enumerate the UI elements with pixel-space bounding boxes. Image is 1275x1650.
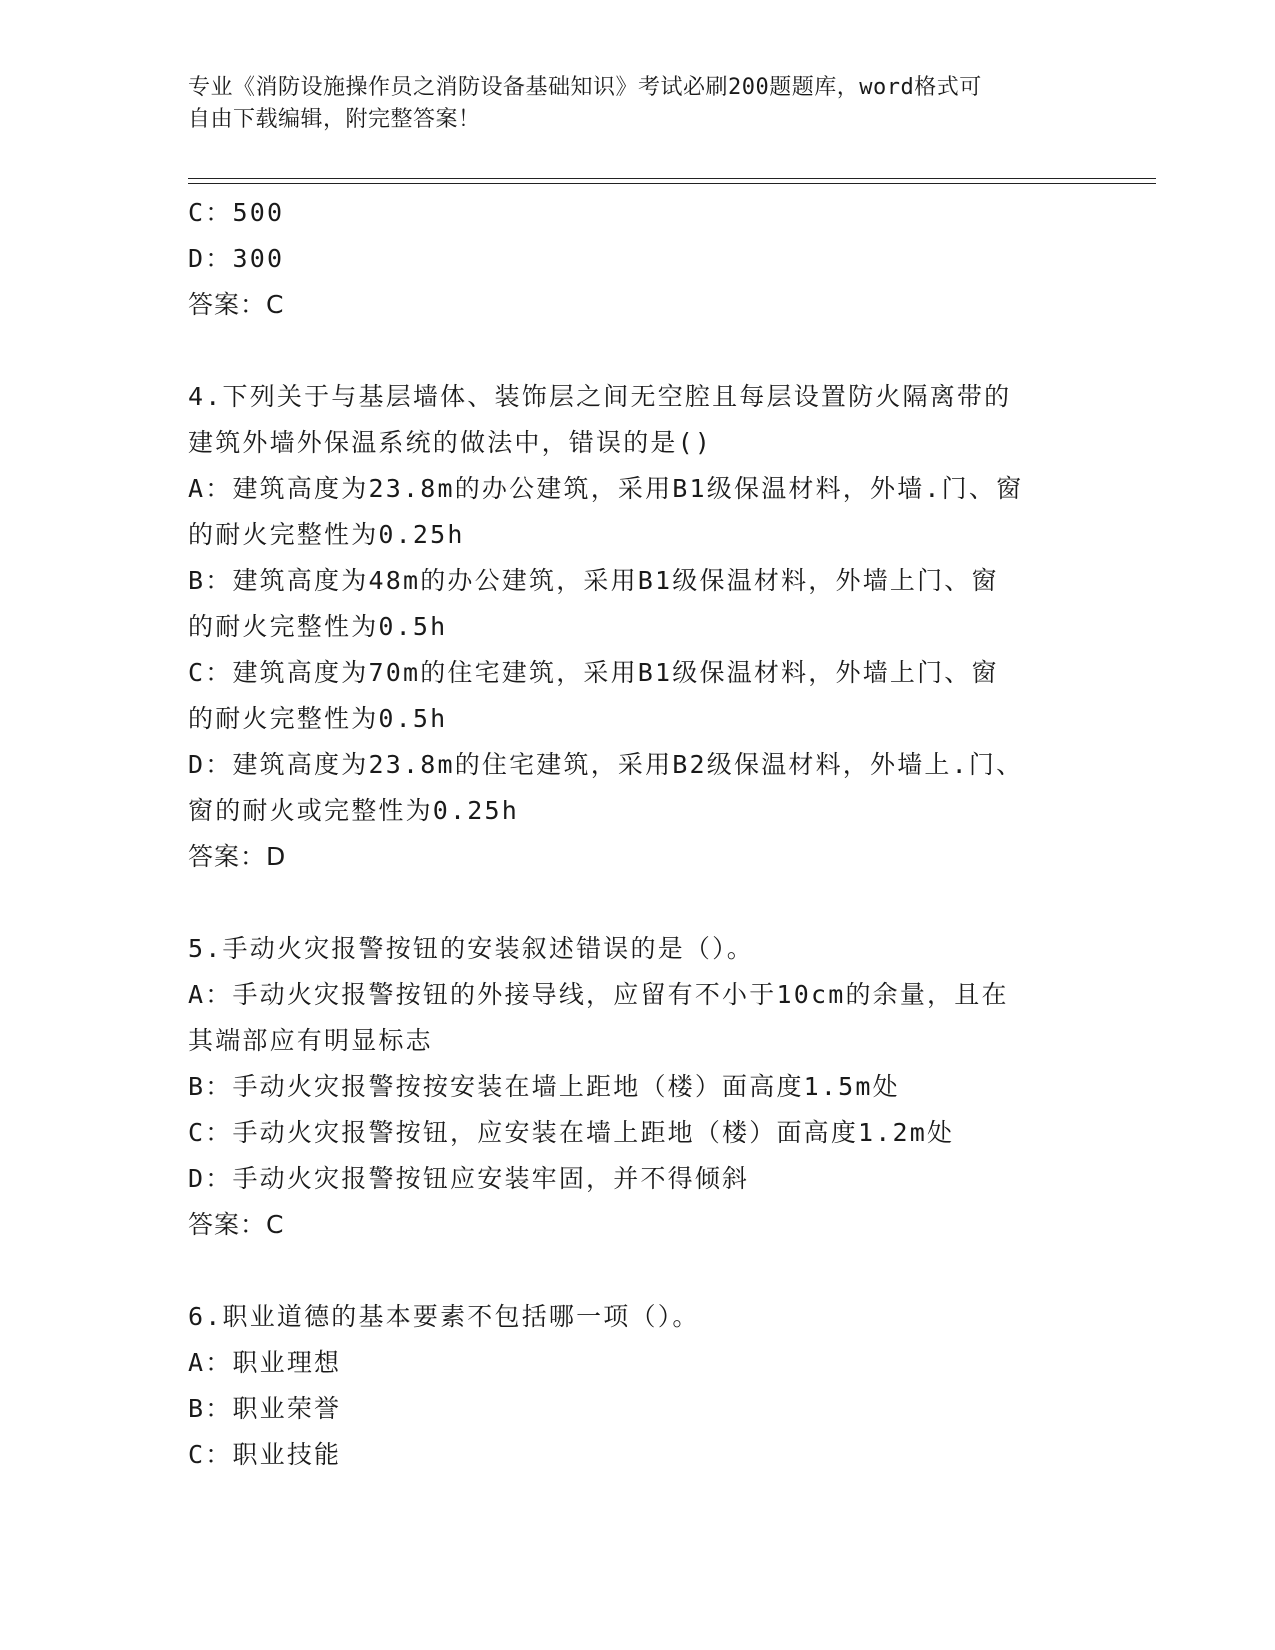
question-4 [188, 374, 1088, 880]
option-d: D：300 [188, 244, 285, 273]
document-header [188, 72, 1088, 136]
option-a: A：职业理想 [188, 1348, 342, 1377]
option-d-line-1: D：建筑高度为23.8m的住宅建筑，采用B2级保温材料，外墙上.门、 [188, 750, 1024, 779]
option-b-line-2: 的耐火完整性为0.5h [188, 612, 448, 641]
option-d-line-2: 窗的耐火或完整性为0.25h [188, 796, 520, 825]
option-c: C：职业技能 [188, 1440, 342, 1469]
header-divider-top [188, 178, 1156, 179]
spacer [188, 880, 1088, 926]
answer-line: 答案：C [188, 290, 285, 319]
question-6 [188, 1294, 1088, 1478]
question-3-tail [188, 190, 1088, 328]
option-a-line-1: A：手动火灾报警按钮的外接导线，应留有不小于10cm的余量，且在 [188, 980, 1009, 1009]
spacer [188, 328, 1088, 374]
question-stem-line-2: 建筑外墙外保温系统的做法中，错误的是() [188, 428, 713, 457]
option-b: B：手动火灾报警按按安装在墙上距地（楼）面高度1.5m处 [188, 1072, 900, 1101]
option-c: C：手动火灾报警按钮，应安装在墙上距地（楼）面高度1.2m处 [188, 1118, 955, 1147]
answer-line: 答案：C [188, 1210, 285, 1239]
option-a-line-1: A：建筑高度为23.8m的办公建筑，采用B1级保温材料，外墙.门、窗 [188, 474, 1024, 503]
question-stem-line-1: 4.下列关于与基层墙体、装饰层之间无空腔且每层设置防火隔离带的 [188, 382, 1012, 411]
answer-line: 答案：D [188, 842, 287, 871]
option-b: B：职业荣誉 [188, 1394, 342, 1423]
header-divider-bottom [188, 183, 1156, 184]
option-c-line-1: C：建筑高度为70m的住宅建筑，采用B1级保温材料，外墙上门、窗 [188, 658, 999, 687]
option-d: D：手动火灾报警按钮应安装牢固，并不得倾斜 [188, 1164, 750, 1193]
question-stem: 6.职业道德的基本要素不包括哪一项（）。 [188, 1302, 700, 1331]
header-title-line-1: 专业《消防设施操作员之消防设备基础知识》考试必刷200题题库，word格式可 [188, 75, 982, 100]
header-title-line-2: 自由下载编辑，附完整答案！ [188, 107, 481, 132]
option-c-line-2: 的耐火完整性为0.5h [188, 704, 448, 733]
option-b-line-1: B：建筑高度为48m的办公建筑，采用B1级保温材料，外墙上门、窗 [188, 566, 999, 595]
option-a-line-2: 的耐火完整性为0.25h [188, 520, 465, 549]
document-body [188, 190, 1088, 1478]
question-5 [188, 926, 1088, 1248]
option-c: C：500 [188, 198, 285, 227]
option-a-line-2: 其端部应有明显标志 [188, 1026, 433, 1055]
question-stem: 5.手动火灾报警按钮的安装叙述错误的是（）。 [188, 934, 755, 963]
spacer [188, 1248, 1088, 1294]
